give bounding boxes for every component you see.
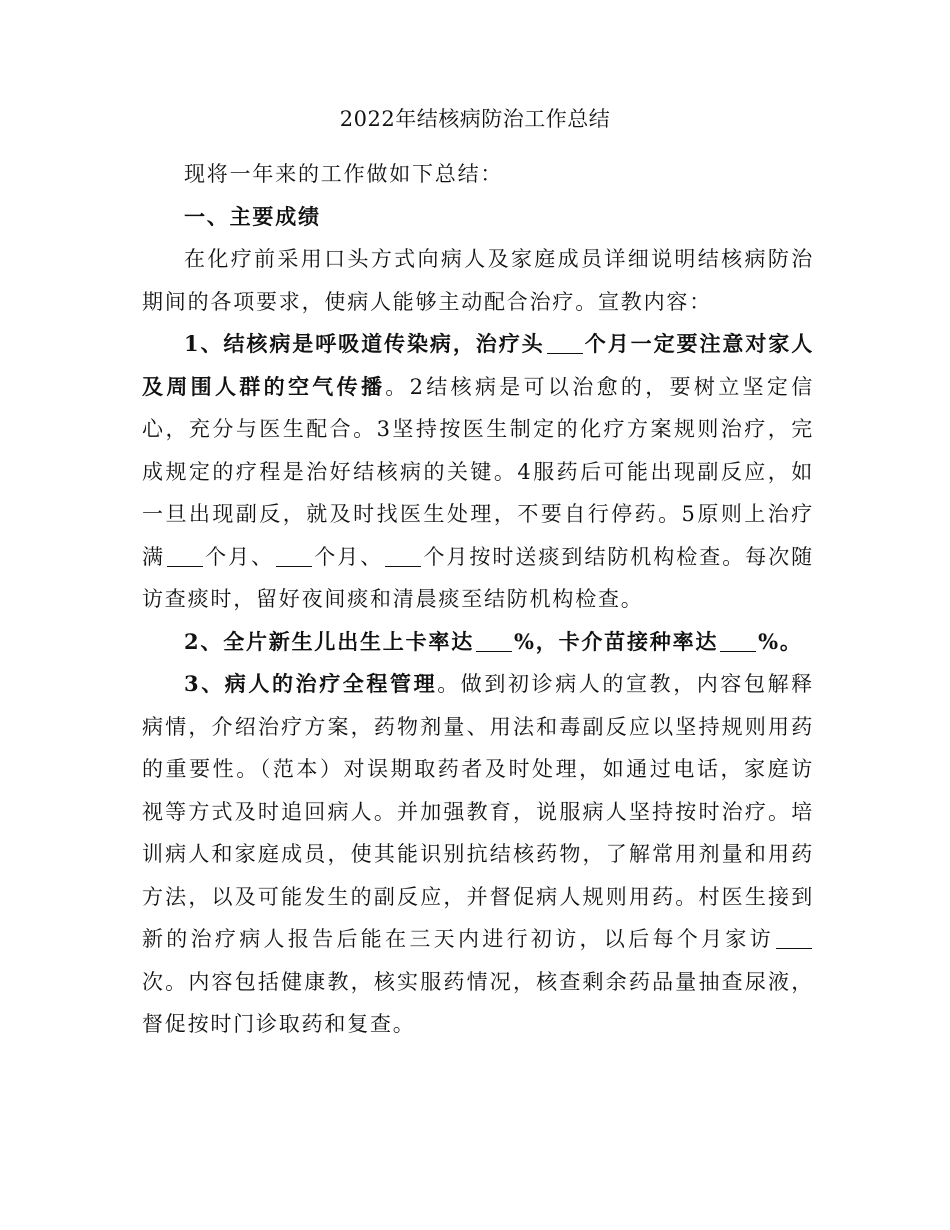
item-1-text: 。2结核病是可以治愈的，要树立坚定信心，充分与医生配合。3坚持按医生制定的化疗方案规则治疗，完成规定的疗程是治好结核病的关键。4服药后可能出现副反应，如一旦出现副反，就及时找医生处理，不要自行停药。5原则上治疗满 — [142, 374, 815, 569]
fill-blank — [385, 545, 421, 567]
intro-paragraph: 现将一年来的工作做如下总结： — [184, 162, 504, 186]
item-1-text-b: 个月、 — [204, 544, 275, 569]
section-heading: 一、主要成绩 — [184, 203, 321, 229]
item-2-text-a: 2、全片新生儿出生上卡率达 — [184, 628, 475, 654]
fill-blank — [776, 927, 812, 949]
item-3-bold-lead: 3、病人的治疗全程管理 — [184, 671, 438, 696]
item-1-bold-lead: 1、结核病是呼吸道传染病，治疗头 — [184, 331, 545, 356]
document-title: 2022年结核病防治工作总结 — [339, 107, 611, 131]
document-body — [142, 153, 814, 1046]
fill-blank — [167, 545, 203, 567]
fill-blank — [276, 545, 312, 567]
paragraph-education: 在化疗前采用口头方式向病人及家庭成员详细说明结核病防治期间的各项要求，使病人能够主动配合治疗。宣教内容： — [142, 247, 814, 314]
item-1-paragraph — [142, 323, 814, 621]
item-1-text-d: 个月按时送痰到结防机构检查。每次随访查痰时，留好夜间痰和清晨痰至结防机构检查。 — [142, 544, 814, 611]
item-3-text-a: 。做到初诊病人的宣教，内容包解释病情，介绍治疗方案，药物剂量、用法和毒副反应以坚持规则用药的重要性。（范本）对误期取药者及时处理，如通过电话，家庭访视等方式及时追回病人。并加强教育，说服病人坚持按时治疗。培训病人和家庭成员，使其能识别抗结核药物，了解常用剂量和用药方法，以及可能发生的副反应，并督促病人规则用药。村医生接到新的治疗病人报告后能在三天内进行初访，以后每个月家访 — [142, 672, 814, 951]
item-3-text-b: 次。内容包括健康教，核实服药情况，核查剩余药品量抽查尿液，督促按时门诊取药和复查。 — [142, 969, 814, 1036]
item-2-text-b: %，卡介苗接种率达 — [514, 628, 719, 654]
fill-blank — [547, 332, 583, 354]
item-2-paragraph — [142, 621, 814, 664]
item-3-paragraph — [142, 663, 814, 1046]
item-1-text-c: 个月、 — [314, 544, 384, 569]
fill-blank — [476, 630, 512, 652]
item-1-bold-tail: 个月一定要注意对家人及周围人群的空气传播 — [142, 331, 815, 399]
fill-blank — [720, 630, 756, 652]
item-2-text-c: %。 — [758, 628, 803, 654]
